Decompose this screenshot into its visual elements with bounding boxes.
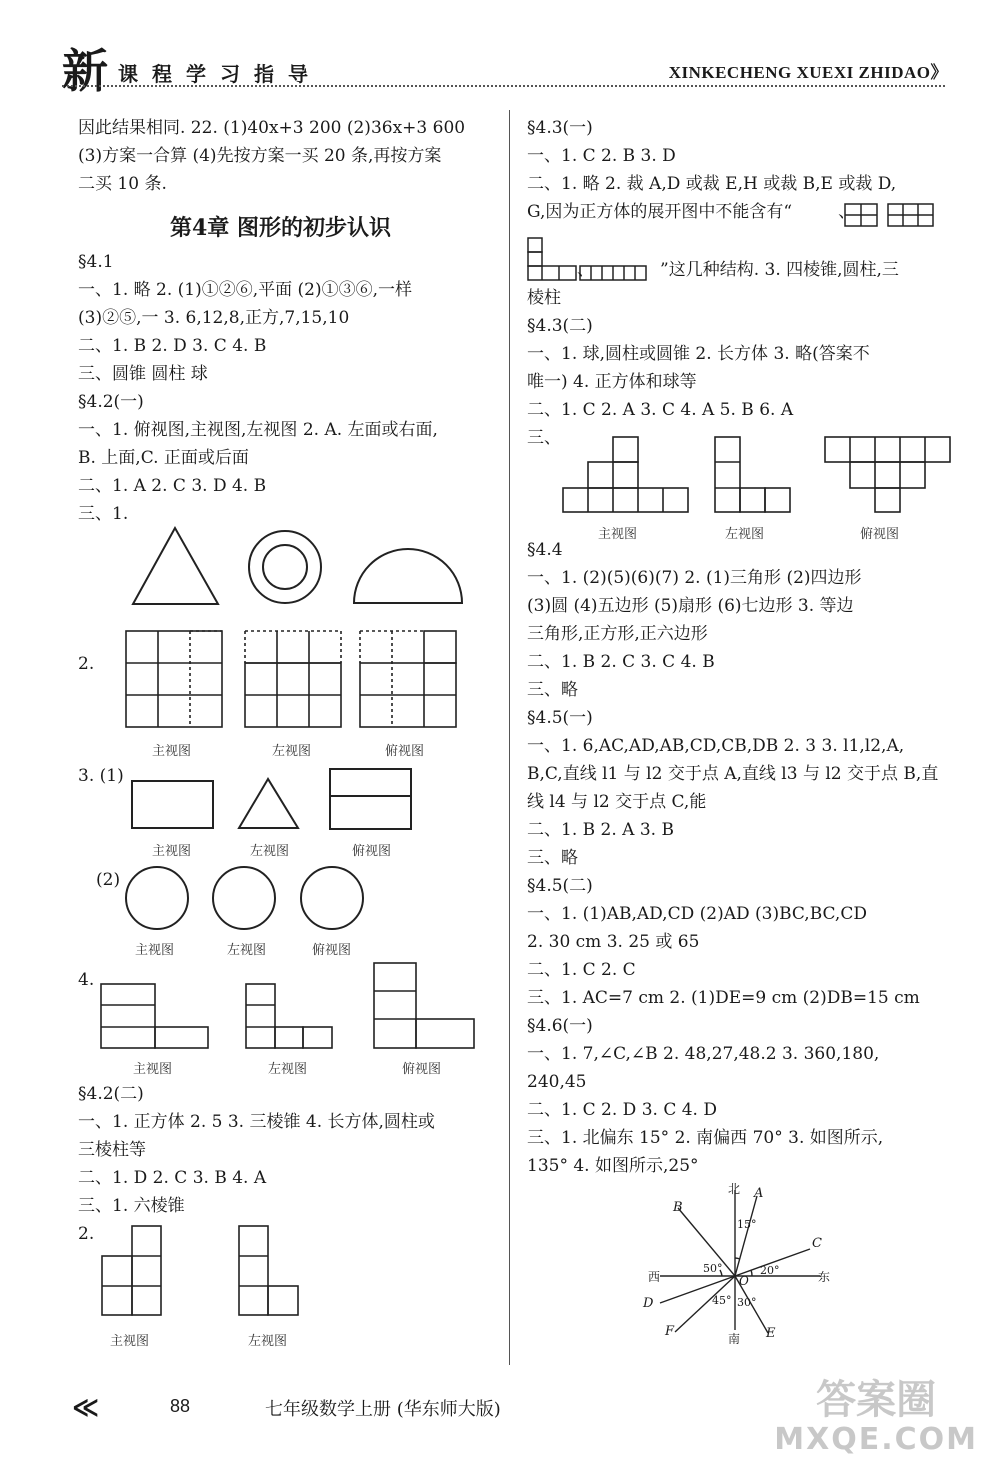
header-en-title: XINKECHENG XUEXI ZHIDAO》 — [668, 63, 948, 82]
label-C: C — [812, 1236, 822, 1251]
caption-left-view: 左视图 — [272, 744, 312, 759]
text-line: 一、1. 球,圆柱或圆锥 2. 长方体 3. 略(答案不 — [527, 344, 870, 364]
q4-left — [246, 984, 332, 1048]
section-heading: §4.5(二) — [527, 876, 593, 896]
text-line: 二、1. B 2. D 3. C 4. B — [78, 336, 267, 356]
angle-30: 30° — [737, 1296, 757, 1309]
text-line: 一、1. (2)(5)(6)(7) 2. (1)三角形 (2)四边形 — [527, 568, 862, 588]
label-E: E — [766, 1326, 776, 1341]
section-heading: §4.2(一) — [78, 392, 144, 412]
label-west: 西 — [648, 1270, 661, 1284]
question-number: 3. (1) — [78, 766, 124, 786]
text-line: 二、1. A 2. C 3. D 4. B — [78, 476, 267, 496]
caption-front-view: 主视图 — [598, 527, 638, 542]
section-heading: §4.3(二) — [527, 316, 593, 336]
text-line: (3)圆 (4)五边形 (5)扇形 (6)七边形 3. 等边 — [527, 596, 854, 616]
text-line: 二、1. 略 2. 裁 A,D 或裁 E,H 或裁 B,E 或裁 D, — [527, 174, 897, 194]
caption-left-view: 左视图 — [250, 844, 290, 859]
caption-left-view: 左视图 — [227, 943, 267, 958]
text-line: 三、1. 北偏东 15° 2. 南偏西 70° 3. 如图所示, — [527, 1128, 884, 1148]
triangle-view — [239, 779, 298, 828]
page-number: 88 — [170, 1396, 191, 1416]
section-heading: §4.3(一) — [527, 118, 593, 138]
watermark: 答案圈 MXQE.COM — [774, 1377, 978, 1457]
text-line: 三、略 — [527, 680, 578, 700]
right-column — [527, 114, 947, 452]
text-line: 一、1. (1)AB,AD,CD (2)AD (3)BC,BC,CD — [527, 904, 867, 924]
text-line: 三、圆锥 圆柱 球 — [78, 364, 208, 384]
label-A: A — [754, 1186, 764, 1201]
caption-front-view: 主视图 — [110, 1334, 150, 1349]
caption-top-view: 俯视图 — [352, 844, 392, 859]
semicircle-view — [354, 549, 462, 603]
section-heading: §4.1 — [78, 252, 114, 272]
caption-front-view: 主视图 — [152, 744, 192, 759]
circle-view — [213, 867, 275, 929]
text-line: 二、1. C 2. D 3. C 4. D — [527, 1100, 717, 1120]
text-line: 因此结果相同. 22. (1)40x+3 200 (2)36x+3 600 — [78, 118, 466, 138]
circle-view — [126, 867, 188, 929]
text-line: 二买 10 条. — [78, 174, 167, 194]
text-line: G,因为正方体的展开图中不能含有“ 、 — [527, 202, 856, 222]
caption-left-view: 左视图 — [248, 1334, 288, 1349]
text-line: 二、1. C 2. A 3. C 4. A 5. B 6. A — [527, 400, 794, 420]
question-number: 2. — [78, 1224, 95, 1244]
rectangle-view — [132, 781, 213, 828]
question-number: (2) — [96, 870, 121, 890]
section-heading: §4.6(一) — [527, 1016, 593, 1036]
angle-20: 20° — [760, 1264, 780, 1277]
text-line: 三、 — [527, 428, 561, 448]
text-line: 、 ”这几种结构. 3. 四棱锥,圆柱,三 — [577, 260, 899, 280]
text-line: 一、1. 俯视图,主视图,左视图 2. A. 左面或右面, — [78, 420, 438, 440]
caption-top-view: 俯视图 — [860, 527, 900, 542]
text-line: 135° 4. 如图所示,25° — [527, 1156, 699, 1176]
q4-top — [374, 963, 474, 1048]
text-line: 三、略 — [527, 848, 578, 868]
text-line: (3)方案一合算 (4)先按方案一买 20 条,再按方案 — [78, 146, 442, 166]
q4-front — [101, 984, 208, 1048]
angle-50: 50° — [703, 1262, 723, 1275]
grid-top — [360, 631, 456, 727]
section-heading: §4.2(二) — [78, 1084, 144, 1104]
label-D: D — [643, 1296, 654, 1311]
text-line: 三角形,正方形,正六边形 — [527, 624, 708, 644]
label-F: F — [665, 1324, 675, 1339]
chevron-left-icon: ≪ — [72, 1393, 100, 1423]
chapter-title: 第4章 图形的初步认识 — [170, 215, 391, 241]
grid-left — [245, 631, 341, 727]
angle-45: 45° — [712, 1294, 732, 1307]
text-line: 三、1. — [78, 504, 129, 524]
text-line: B. 上面,C. 正面或后面 — [78, 448, 249, 468]
text-line: 240,45 — [527, 1072, 587, 1092]
section-heading: §4.4 — [527, 540, 563, 560]
label-east: 东 — [818, 1270, 831, 1284]
text-line: 二、1. B 2. C 3. C 4. B — [527, 652, 715, 672]
text-line: 二、1. B 2. A 3. B — [527, 820, 674, 840]
caption-left-view: 左视图 — [268, 1062, 308, 1077]
text-line: 2. 30 cm 3. 25 或 65 — [527, 932, 700, 952]
label-O: O — [739, 1274, 749, 1288]
text-line: 三、1. 六棱锥 — [78, 1196, 185, 1216]
compass-diagram — [660, 1190, 820, 1333]
caption-top-view: 俯视图 — [312, 943, 352, 958]
caption-front-view: 主视图 — [152, 844, 192, 859]
caption-top-view: 俯视图 — [402, 1062, 442, 1077]
left-column-lower — [78, 1080, 435, 1248]
text-line: 三棱柱等 — [78, 1140, 146, 1160]
text-line: 二、1. D 2. C 3. B 4. A — [78, 1168, 267, 1188]
text-line: 一、1. 略 2. (1)①②⑥,平面 (2)①③⑥,一样 — [78, 280, 413, 300]
grid-front — [126, 631, 222, 727]
chevron-right-icon: 》 — [930, 63, 948, 82]
header-title: 课程学习指导 — [118, 62, 322, 86]
caption-top-view: 俯视图 — [385, 744, 425, 759]
text-line: 一、1. C 2. B 3. D — [527, 146, 676, 166]
text-line: 棱柱 — [527, 288, 561, 308]
label-north: 北 — [728, 1182, 741, 1196]
caption-front-view: 主视图 — [135, 943, 175, 958]
book-title: 七年级数学上册 (华东师大版) — [265, 1399, 501, 1420]
triangle-view — [133, 528, 218, 604]
caption-front-view: 主视图 — [133, 1062, 173, 1077]
text-line: 唯一) 4. 正方体和球等 — [527, 372, 697, 392]
text-line: 一、1. 6,AC,AD,AB,CD,CB,DB 2. 3 3. l1,l2,A, — [527, 736, 905, 756]
text-line: B,C,直线 l1 与 l2 交于点 A,直线 l3 与 l2 交于点 B,直 — [527, 764, 939, 784]
text-line: 线 l4 与 l2 交于点 C,能 — [527, 792, 707, 812]
text-line: 二、1. C 2. C — [527, 960, 636, 980]
label-B: B — [673, 1200, 683, 1215]
question-number: 4. — [78, 970, 95, 990]
text-line: (3)②⑤,一 3. 6,12,8,正方,7,15,10 — [78, 308, 350, 328]
ring-outer — [249, 531, 321, 603]
section-heading: §4.5(一) — [527, 708, 593, 728]
angle-15: 15° — [737, 1218, 757, 1231]
logo: 新 — [62, 44, 108, 98]
caption-left-view: 左视图 — [725, 527, 765, 542]
text-line: 一、1. 正方体 2. 5 3. 三棱锥 4. 长方体,圆柱或 — [78, 1112, 435, 1132]
ring-inner — [263, 545, 307, 589]
ray-OA — [735, 1196, 757, 1276]
right-column-lower — [527, 536, 938, 1180]
text-line: 三、1. AC=7 cm 2. (1)DE=9 cm (2)DB=15 cm — [527, 988, 920, 1008]
text-line: 一、1. 7,∠C,∠B 2. 48,27,48.2 3. 360,180, — [527, 1044, 880, 1064]
label-south: 南 — [728, 1332, 741, 1346]
rect-split-view — [330, 769, 411, 829]
question-number: 2. — [78, 654, 95, 674]
circle-view — [301, 867, 363, 929]
